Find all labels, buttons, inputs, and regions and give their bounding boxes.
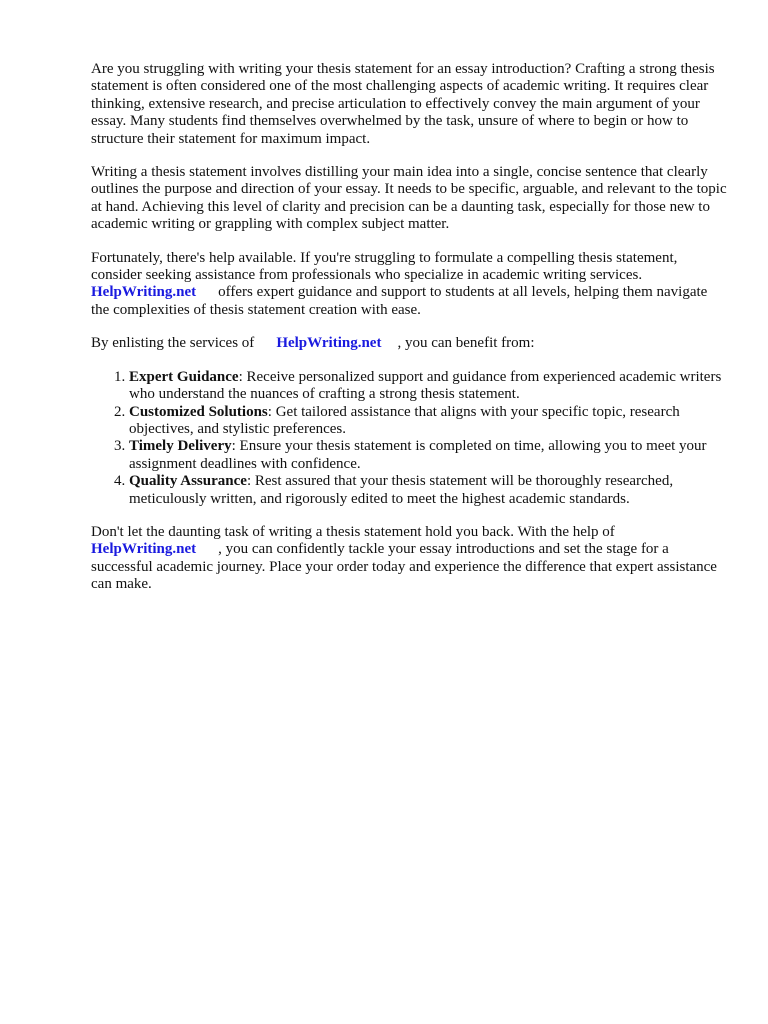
help-available-text: Fortunately, there's help available. If you're struggling to formulate a compelling thesis statement, consider seeking assistance from professionals who specialize in academic writing services. <box>91 249 678 284</box>
closing-text-before: Don't let the daunting task of writing a thesis statement hold you back. With the help of <box>91 523 615 540</box>
helpwriting-link[interactable]: HelpWriting.net <box>91 284 197 301</box>
enlisting-text-before: By enlisting the services of <box>91 335 255 352</box>
enlisting-text-after: , you can benefit from: <box>397 335 535 352</box>
benefits-list <box>91 369 727 508</box>
list-item <box>129 369 727 404</box>
thesis-explanation-paragraph: Writing a thesis statement involves distilling your main idea into a single, concise sentence that clearly outlines the purpose and direction of your essay. It needs to be specific, arguable, and relevant to the topic at hand. Achieving this level of clarity and precision can be a daunting task, especially for those new to academic writing or grappling with complex subject matter. <box>91 164 727 233</box>
benefit-term: Timely Delivery <box>129 438 232 455</box>
closing-paragraph <box>91 524 727 594</box>
benefit-term: Expert Guidance <box>129 368 239 385</box>
help-available-paragraph <box>91 250 727 320</box>
enlisting-services-paragraph <box>91 335 727 352</box>
helpwriting-link[interactable]: HelpWriting.net <box>91 541 197 558</box>
benefit-term: Customized Solutions <box>129 403 268 420</box>
intro-paragraph: Are you struggling with writing your thesis statement for an essay introduction? Crafting a strong thesis statement is often considered one of the most challenging aspects of academic writing. It requires clear thinking, extensive research, and precise articulation to effectively convey the main argument of your essay. Many students find themselves overwhelmed by the task, unsure of where to begin or how to structure their statement for maximum impact. <box>91 61 715 147</box>
list-item <box>129 438 727 473</box>
helpwriting-link[interactable]: HelpWriting.net <box>276 335 382 352</box>
benefit-description: : Rest assured that your thesis statement will be thoroughly researched, meticulously written, and rigorously edited to meet the highest academic standards. <box>129 473 674 507</box>
help-available-text-after: offers expert guidance and support to students at all levels, helping them navigate the complexities of thesis statement creation with ease. <box>91 284 708 318</box>
benefit-term: Quality Assurance <box>129 473 247 490</box>
document-page <box>91 61 727 610</box>
closing-text-after: , you can confidently tackle your essay introductions and set the stage for a successful academic journey. Place your order today and experience the difference that expert assistance can make. <box>91 541 717 593</box>
benefit-description: : Get tailored assistance that aligns with your specific topic, research objectives, and stylistic preferences. <box>129 403 680 437</box>
benefit-description: : Receive personalized support and guidance from experienced academic writers who understand the nuances of crafting a strong thesis statement. <box>129 368 722 403</box>
benefit-description: : Ensure your thesis statement is completed on time, allowing you to meet your assignment deadlines with confidence. <box>129 438 707 472</box>
list-item <box>129 404 727 439</box>
list-item <box>129 473 727 508</box>
